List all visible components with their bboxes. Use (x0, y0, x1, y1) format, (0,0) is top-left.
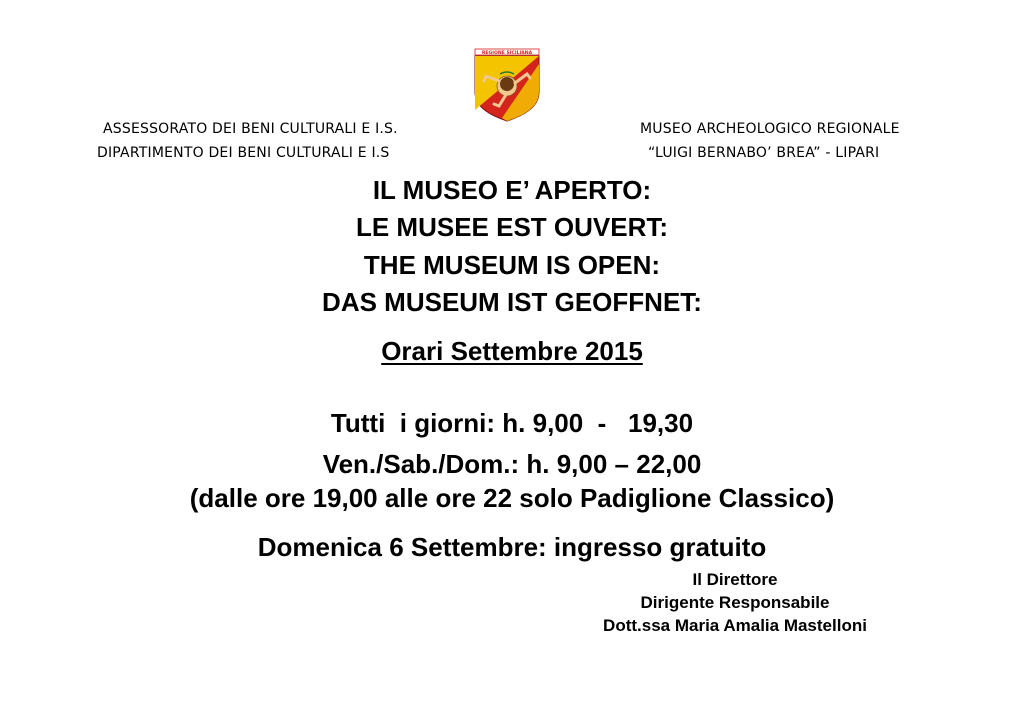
header-dipartimento: DIPARTIMENTO DEI BENI CULTURALI E I.S (97, 145, 390, 161)
header-museo-name: “LUIGI BERNABO’ BREA” - LIPARI (648, 145, 880, 161)
free-entry-notice: Domenica 6 Settembre: ingresso gratuito (257, 532, 767, 562)
hours-daily: Tutti i giorni: h. 9,00 - 19,30 (330, 408, 694, 438)
svg-text:REGIONE SICILIANA: REGIONE SICILIANA (481, 50, 533, 56)
signature-role: Dirigente Responsabile (640, 593, 830, 612)
schedule-subtitle: Orari Settembre 2015 (381, 336, 643, 366)
hours-note: (dalle ore 19,00 alle ore 22 solo Padiglione Classico) (189, 483, 835, 513)
hours-weekend: Ven./Sab./Dom.: h. 9,00 – 22,00 (322, 449, 702, 479)
title-german: DAS MUSEUM IST GEOFFNET: (322, 287, 702, 317)
title-english: THE MUSEUM IS OPEN: (363, 250, 661, 280)
title-french: LE MUSEE EST OUVERT: (355, 212, 669, 242)
header-museo: MUSEO ARCHEOLOGICO REGIONALE (640, 121, 900, 137)
regione-siciliana-crest-logo (472, 48, 542, 122)
trinacria-icon (472, 48, 542, 122)
header-assessorato: ASSESSORATO DEI BENI CULTURALI E I.S. (103, 121, 398, 137)
signature-title: Il Direttore (692, 570, 778, 589)
signature-name: Dott.ssa Maria Amalia Mastelloni (603, 616, 867, 635)
title-italian: IL MUSEO E’ APERTO: (372, 175, 652, 205)
